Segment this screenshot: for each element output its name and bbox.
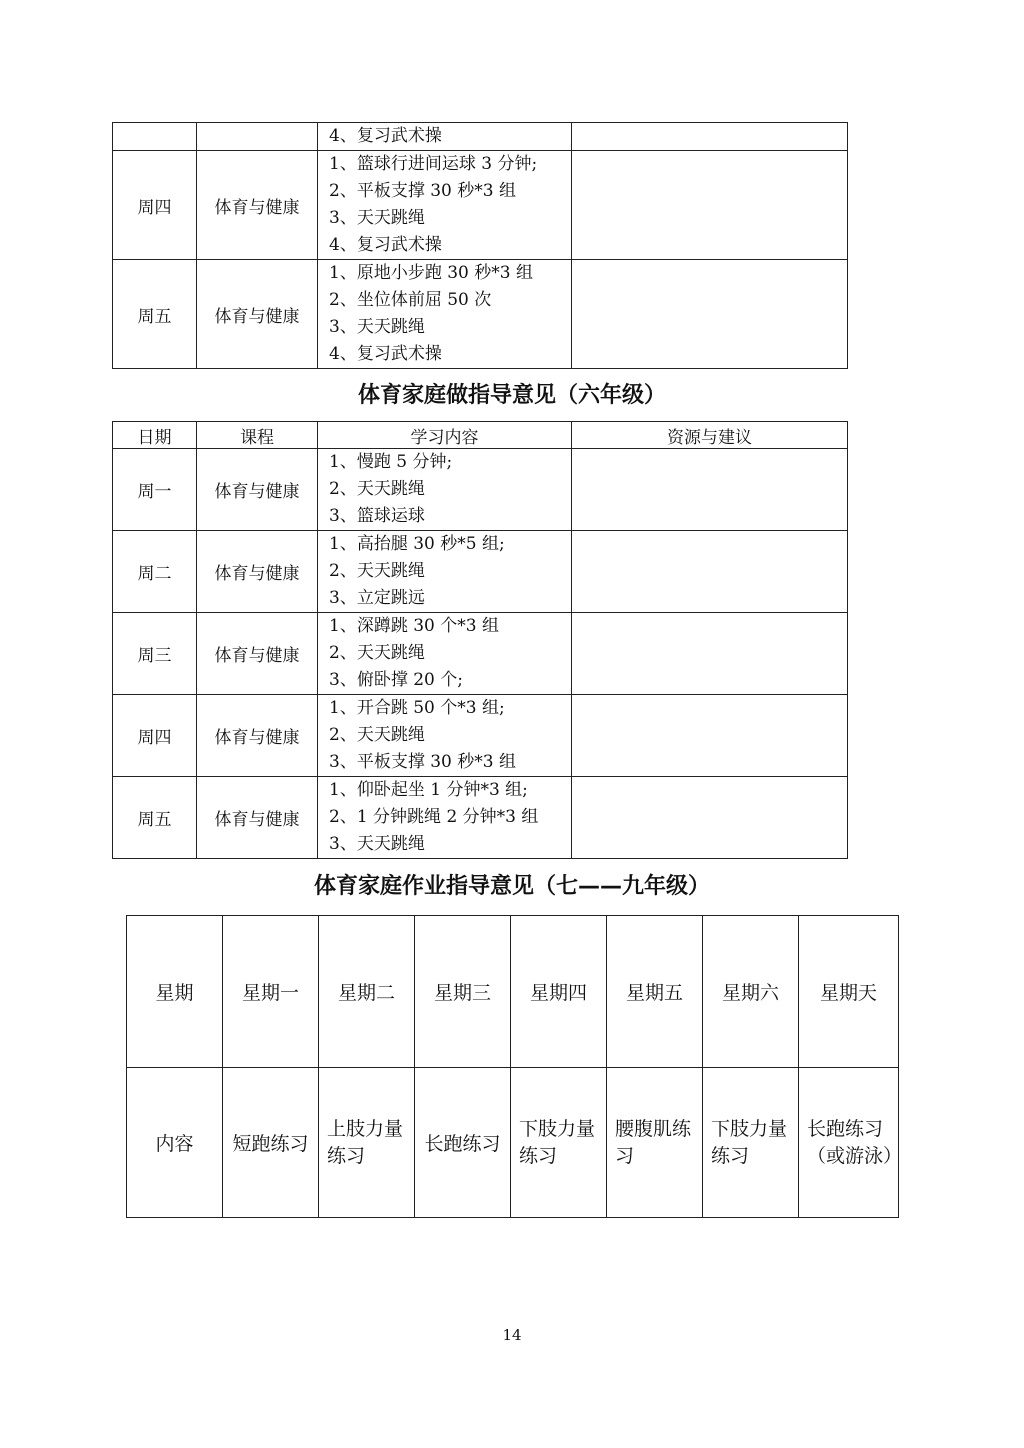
day-cell: 周二 <box>113 531 197 613</box>
content-line: 2、平板支撑 30 秒*3 组 <box>329 181 516 201</box>
content-line: 1、开合跳 50 个*3 组; <box>329 698 505 718</box>
course-cell: 体育与健康 <box>197 260 318 369</box>
resources-cell <box>572 260 848 369</box>
exercise-cell: 腰腹肌练习 <box>607 1068 703 1218</box>
content-cell <box>318 777 572 859</box>
table-row <box>113 613 848 695</box>
content-line: 2、天天跳绳 <box>329 561 425 581</box>
course-cell: 体育与健康 <box>197 531 318 613</box>
course-cell <box>197 123 318 151</box>
header-course: 课程 <box>197 422 318 449</box>
day-cell: 周四 <box>113 695 197 777</box>
course-cell: 体育与健康 <box>197 449 318 531</box>
content-cell <box>318 613 572 695</box>
content-line: 4、复习武术操 <box>329 126 442 146</box>
weekday-cell: 星期二 <box>319 916 415 1068</box>
content-line: 2、天天跳绳 <box>329 479 425 499</box>
table-row <box>113 695 848 777</box>
content-line: 1、深蹲跳 30 个*3 组 <box>329 616 499 636</box>
content-line: 4、复习武术操 <box>329 235 442 255</box>
weekday-cell: 星期三 <box>415 916 511 1068</box>
weekday-header-row <box>127 916 899 1068</box>
day-cell: 周三 <box>113 613 197 695</box>
weekday-cell: 星期天 <box>799 916 899 1068</box>
content-cell <box>318 260 572 369</box>
header-content: 学习内容 <box>318 422 572 449</box>
grade7-9-section-title: 体育家庭作业指导意见（七——九年级） <box>313 874 710 899</box>
resources-cell <box>572 695 848 777</box>
table-row <box>113 777 848 859</box>
page-number: 14 <box>502 1326 522 1344</box>
content-line: 3、俯卧撑 20 个; <box>329 670 463 690</box>
weekday-label-cell: 星期 <box>127 916 223 1068</box>
content-line: 3、天天跳绳 <box>329 834 425 854</box>
day-cell <box>113 123 197 151</box>
day-cell: 周五 <box>113 777 197 859</box>
exercise-cell: 长跑练习（或游泳） <box>799 1068 899 1218</box>
content-cell <box>318 123 572 151</box>
day-cell: 周四 <box>113 151 197 260</box>
content-line: 2、1 分钟跳绳 2 分钟*3 组 <box>329 807 539 827</box>
content-line: 1、仰卧起坐 1 分钟*3 组; <box>329 780 528 800</box>
grade6-section-title: 体育家庭做指导意见（六年级） <box>357 383 666 408</box>
table-row <box>113 531 848 613</box>
content-line: 4、复习武术操 <box>329 344 442 364</box>
content-cell <box>318 449 572 531</box>
exercise-cell: 下肢力量练习 <box>703 1068 799 1218</box>
table-row <box>113 260 848 369</box>
resources-cell <box>572 531 848 613</box>
content-line: 2、天天跳绳 <box>329 725 425 745</box>
table-row <box>113 449 848 531</box>
content-cell <box>318 695 572 777</box>
exercise-cell: 长跑练习 <box>415 1068 511 1218</box>
resources-cell <box>572 613 848 695</box>
content-line: 1、高抬腿 30 秒*5 组; <box>329 534 505 554</box>
table-header-row <box>113 422 848 449</box>
content-line: 3、天天跳绳 <box>329 208 425 228</box>
resources-cell <box>572 123 848 151</box>
table-row <box>113 123 848 151</box>
header-resources: 资源与建议 <box>572 422 848 449</box>
course-cell: 体育与健康 <box>197 777 318 859</box>
weekday-cell: 星期六 <box>703 916 799 1068</box>
course-cell: 体育与健康 <box>197 151 318 260</box>
exercise-cell: 短跑练习 <box>223 1068 319 1218</box>
content-line: 2、天天跳绳 <box>329 643 425 663</box>
content-line: 1、慢跑 5 分钟; <box>329 452 453 472</box>
weekday-cell: 星期五 <box>607 916 703 1068</box>
content-label-cell: 内容 <box>127 1068 223 1218</box>
content-cell <box>318 531 572 613</box>
weekday-cell: 星期四 <box>511 916 607 1068</box>
content-line: 3、篮球运球 <box>329 506 425 526</box>
content-row <box>127 1068 899 1218</box>
content-line: 3、立定跳远 <box>329 588 425 608</box>
course-cell: 体育与健康 <box>197 695 318 777</box>
resources-cell <box>572 777 848 859</box>
content-cell <box>318 151 572 260</box>
content-line: 3、平板支撑 30 秒*3 组 <box>329 752 516 772</box>
content-line: 3、天天跳绳 <box>329 317 425 337</box>
resources-cell <box>572 449 848 531</box>
content-line: 1、原地小步跑 30 秒*3 组 <box>329 263 533 283</box>
content-line: 1、篮球行进间运球 3 分钟; <box>329 154 538 174</box>
course-cell: 体育与健康 <box>197 613 318 695</box>
day-cell: 周五 <box>113 260 197 369</box>
resources-cell <box>572 151 848 260</box>
weekday-cell: 星期一 <box>223 916 319 1068</box>
grade6-schedule-table <box>112 421 848 859</box>
grade7-9-weekly-table <box>126 915 903 1218</box>
exercise-cell: 下肢力量练习 <box>511 1068 607 1218</box>
exercise-cell: 上肢力量练习 <box>319 1068 415 1218</box>
table-row <box>113 151 848 260</box>
content-line: 2、坐位体前屈 50 次 <box>329 290 492 310</box>
day-cell: 周一 <box>113 449 197 531</box>
header-day: 日期 <box>113 422 197 449</box>
grade5-schedule-table-continued <box>112 122 848 369</box>
